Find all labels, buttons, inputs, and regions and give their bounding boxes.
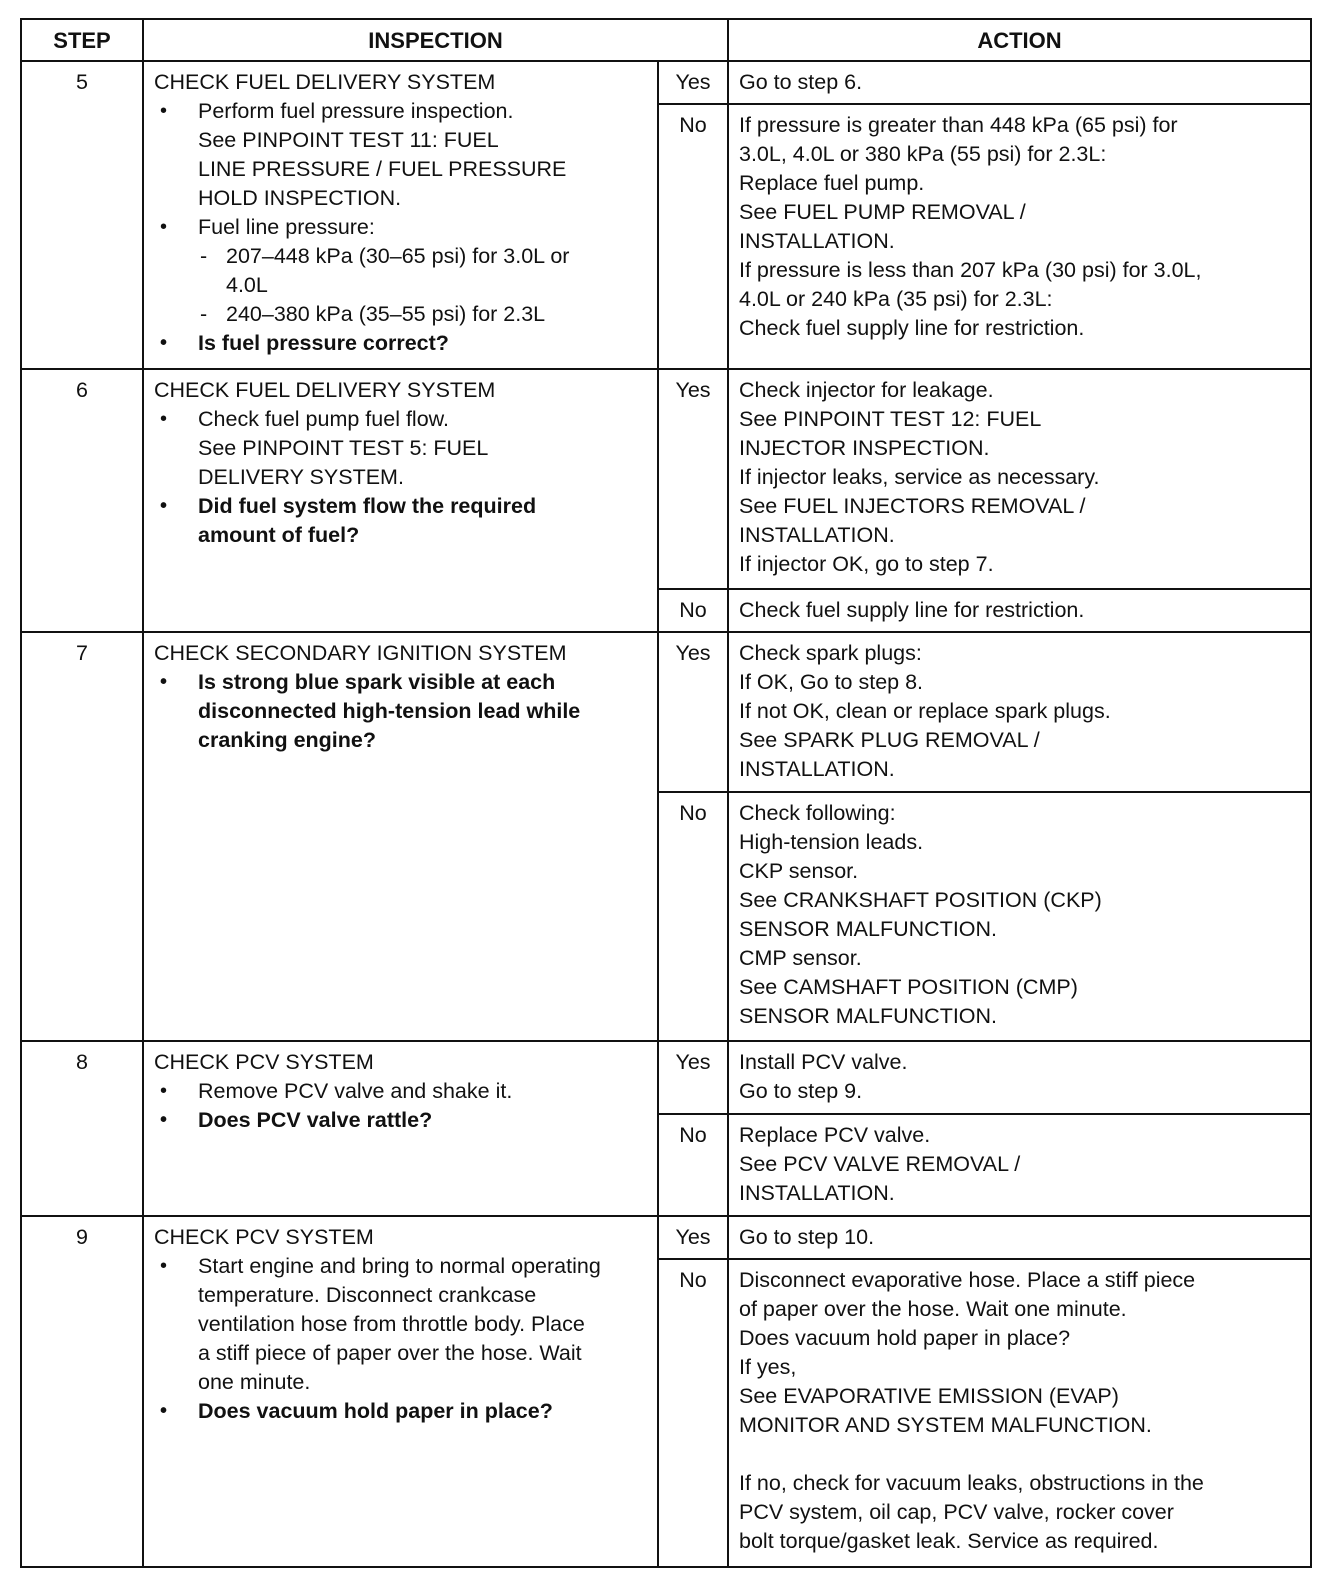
answer-no: No — [658, 1114, 728, 1216]
action-line: CMP sensor. — [739, 946, 862, 971]
text-line: • Start engine and bring to normal operating — [198, 1253, 601, 1278]
inspection-title: CHECK FUEL DELIVERY SYSTEM — [154, 70, 496, 94]
step-number: 7 — [21, 632, 143, 1041]
inspection-question — [154, 1397, 649, 1426]
action-line: If no, check for vacuum leaks, obstructions in the — [739, 1470, 1204, 1495]
inspection-question — [154, 329, 649, 358]
action-line: Does vacuum hold paper in place? — [739, 1325, 1071, 1350]
action-line: of paper over the hose. Wait one minute. — [739, 1296, 1127, 1321]
text-line: HOLD INSPECTION. — [198, 186, 402, 210]
table-row — [21, 61, 1311, 104]
table-row — [21, 1041, 1311, 1113]
action-line: Replace fuel pump. — [739, 171, 925, 196]
action-line: Check injector for leakage. — [739, 378, 994, 403]
text-line: one minute. — [198, 1369, 311, 1394]
action-line: See CAMSHAFT POSITION (CMP) — [739, 975, 1078, 1000]
table-row — [21, 369, 1311, 589]
text-line: • Does PCV valve rattle? — [198, 1108, 433, 1133]
step-number: 9 — [21, 1216, 143, 1567]
action-line: 4.0L or 240 kPa (35 psi) for 2.3L: — [739, 287, 1053, 312]
action-cell — [728, 369, 1311, 589]
action-line: If pressure is less than 207 kPa (30 psi) for 3.0L, — [739, 258, 1202, 283]
action-line: MONITOR AND SYSTEM MALFUNCTION. — [739, 1412, 1152, 1437]
text-line: a stiff piece of paper over the hose. Wait — [198, 1340, 582, 1365]
answer-no: No — [658, 589, 728, 632]
action-line: See FUEL PUMP REMOVAL / — [739, 200, 1026, 225]
inspection-item — [154, 213, 649, 329]
inspection-question — [154, 668, 649, 755]
action-cell — [728, 589, 1311, 632]
text-line: 4.0L — [226, 273, 268, 297]
action-line: SENSOR MALFUNCTION. — [739, 917, 998, 942]
action-cell — [728, 1259, 1311, 1567]
action-line: 3.0L, 4.0L or 380 kPa (55 psi) for 2.3L: — [739, 142, 1107, 167]
inspection-cell — [143, 632, 658, 1041]
inspection-item — [154, 1077, 649, 1106]
action-line: Go to step 10. — [739, 1224, 875, 1249]
text-line: - 240–380 kPa (35–55 psi) for 2.3L — [226, 302, 546, 326]
action-line: See EVAPORATIVE EMISSION (EVAP) — [739, 1383, 1119, 1408]
action-line: Go to step 9. — [739, 1079, 863, 1104]
answer-yes: Yes — [658, 369, 728, 589]
action-line: If injector OK, go to step 7. — [739, 552, 994, 577]
text-line: cranking engine? — [198, 727, 377, 752]
inspection-title: CHECK PCV SYSTEM — [154, 1050, 374, 1075]
action-line: If pressure is greater than 448 kPa (65 psi) for — [739, 113, 1178, 138]
answer-yes: Yes — [658, 61, 728, 104]
inspection-item — [154, 97, 649, 213]
action-line: INSTALLATION. — [739, 756, 895, 781]
inspection-cell — [143, 369, 658, 631]
action-line: See PINPOINT TEST 12: FUEL — [739, 407, 1042, 432]
text-line: • Does vacuum hold paper in place? — [198, 1398, 553, 1423]
action-line: SENSOR MALFUNCTION. — [739, 1004, 998, 1029]
inspection-list — [154, 405, 649, 550]
action-line: bolt torque/gasket leak. Service as required. — [739, 1528, 1159, 1553]
action-cell — [728, 1041, 1311, 1113]
action-line: Check fuel supply line for restriction. — [739, 316, 1085, 341]
text-line: • Is strong blue spark visible at each — [198, 669, 556, 694]
answer-yes: Yes — [658, 1041, 728, 1113]
action-line: See SPARK PLUG REMOVAL / — [739, 727, 1040, 752]
action-line: If OK, Go to step 8. — [739, 669, 924, 694]
action-line: CKP sensor. — [739, 859, 859, 884]
table-row — [21, 632, 1311, 792]
text-line: amount of fuel? — [198, 523, 360, 548]
blank-line — [739, 1440, 1302, 1469]
text-line: disconnected high-tension lead while — [198, 698, 581, 723]
action-cell — [728, 632, 1311, 792]
answer-no: No — [658, 104, 728, 369]
diagnostic-table — [20, 18, 1312, 1568]
inspection-title: CHECK SECONDARY IGNITION SYSTEM — [154, 640, 567, 665]
action-line: Replace PCV valve. — [739, 1122, 931, 1147]
action-line: High-tension leads. — [739, 830, 924, 855]
action-cell — [728, 61, 1311, 104]
inspection-title: CHECK PCV SYSTEM — [154, 1224, 374, 1249]
step-number: 6 — [21, 369, 143, 631]
answer-no: No — [658, 792, 728, 1041]
action-line: INJECTOR INSPECTION. — [739, 436, 990, 461]
action-cell — [728, 1216, 1311, 1259]
inspection-item — [154, 405, 649, 492]
steps-body — [21, 61, 1311, 1567]
action-line: Go to step 6. — [739, 70, 863, 94]
pressure-spec — [198, 300, 649, 329]
text-line: • Is fuel pressure correct? — [198, 331, 449, 355]
inspection-list — [154, 668, 649, 755]
inspection-item — [154, 1252, 649, 1397]
text-line: • Perform fuel pressure inspection. — [198, 99, 514, 123]
step-number: 5 — [21, 61, 143, 369]
text-line: • Fuel line pressure: — [198, 215, 375, 239]
action-line: Check spark plugs: — [739, 640, 922, 665]
action-line: See CRANKSHAFT POSITION (CKP) — [739, 888, 1102, 913]
header-action: ACTION — [728, 19, 1311, 61]
text-line: LINE PRESSURE / FUEL PRESSURE — [198, 157, 567, 181]
action-line: INSTALLATION. — [739, 523, 895, 548]
text-line: • Remove PCV valve and shake it. — [198, 1079, 513, 1104]
inspection-question — [154, 1106, 649, 1135]
text-line: - 207–448 kPa (30–65 psi) for 3.0L or — [226, 244, 570, 268]
action-line: See PCV VALVE REMOVAL / — [739, 1151, 1021, 1176]
inspection-cell — [143, 1041, 658, 1216]
action-line: See FUEL INJECTORS REMOVAL / — [739, 494, 1086, 519]
inspection-list — [154, 97, 649, 358]
step-number: 8 — [21, 1041, 143, 1216]
action-line: Check fuel supply line for restriction. — [739, 597, 1085, 622]
text-line: ventilation hose from throttle body. Place — [198, 1311, 585, 1336]
action-cell — [728, 792, 1311, 1041]
text-line: See PINPOINT TEST 5: FUEL — [198, 436, 489, 461]
header-row — [21, 19, 1311, 61]
action-line: If injector leaks, service as necessary. — [739, 465, 1100, 490]
action-cell — [728, 104, 1311, 369]
inspection-list — [154, 1077, 649, 1135]
text-line: temperature. Disconnect crankcase — [198, 1282, 537, 1307]
action-cell — [728, 1114, 1311, 1216]
inspection-title: CHECK FUEL DELIVERY SYSTEM — [154, 378, 496, 403]
action-line: Check following: — [739, 801, 896, 826]
text-line: DELIVERY SYSTEM. — [198, 465, 404, 490]
answer-no: No — [658, 1259, 728, 1567]
pressure-spec-list — [198, 242, 649, 329]
action-line: If not OK, clean or replace spark plugs. — [739, 698, 1111, 723]
answer-yes: Yes — [658, 1216, 728, 1259]
inspection-cell — [143, 61, 658, 369]
inspection-cell — [143, 1216, 658, 1567]
action-line: INSTALLATION. — [739, 229, 895, 254]
action-line: If yes, — [739, 1354, 797, 1379]
action-line: Disconnect evaporative hose. Place a stiff piece — [739, 1267, 1196, 1292]
action-line: INSTALLATION. — [739, 1180, 895, 1205]
header-inspection: INSPECTION — [143, 19, 728, 61]
inspection-list — [154, 1252, 649, 1426]
text-line: • Check fuel pump fuel flow. — [198, 407, 449, 432]
action-line: Install PCV valve. — [739, 1050, 908, 1075]
answer-yes: Yes — [658, 632, 728, 792]
inspection-question — [154, 492, 649, 550]
table-row — [21, 1216, 1311, 1259]
pressure-spec — [198, 242, 649, 300]
text-line: • Did fuel system flow the required — [198, 494, 537, 519]
header-step: STEP — [21, 19, 143, 61]
action-line: PCV system, oil cap, PCV valve, rocker cover — [739, 1499, 1174, 1524]
text-line: See PINPOINT TEST 11: FUEL — [198, 128, 499, 152]
